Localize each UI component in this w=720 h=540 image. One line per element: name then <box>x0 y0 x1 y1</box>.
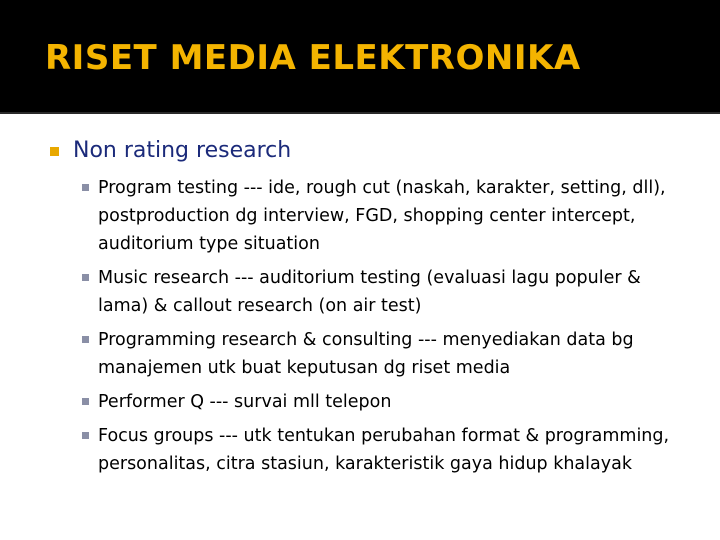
title-bar <box>0 0 720 112</box>
square-bullet-icon <box>82 336 89 343</box>
square-bullet-icon <box>50 147 59 156</box>
sub-bullet-list <box>82 174 682 484</box>
list-item-text: Performer Q --- survai mll telepon <box>98 392 392 412</box>
level1-item <box>50 138 291 163</box>
list-item <box>82 422 682 478</box>
list-item <box>82 388 682 416</box>
list-item-text: Focus groups --- utk tentukan perubahan format & programming, personalitas, citra stasiun, karakteristik gaya hidup khalayak <box>98 426 670 474</box>
list-item-text: Programming research & consulting --- menyediakan data bg manajemen utk buat keputusan dg riset media <box>98 330 634 378</box>
slide-title: RISET MEDIA ELEKTRONIKA <box>45 38 581 78</box>
level1-text: Non rating research <box>73 138 292 163</box>
slide-content <box>0 114 720 540</box>
list-item <box>82 174 682 258</box>
square-bullet-icon <box>82 432 89 439</box>
list-item <box>82 264 682 320</box>
square-bullet-icon <box>82 274 89 281</box>
list-item-text: Program testing --- ide, rough cut (naskah, karakter, setting, dll), postproduction dg interview, FGD, shopping center intercept, auditorium type situation <box>98 178 666 254</box>
list-item-text: Music research --- auditorium testing (evaluasi lagu populer & lama) & callout research (on air test) <box>98 268 641 316</box>
list-item <box>82 326 682 382</box>
square-bullet-icon <box>82 398 89 405</box>
square-bullet-icon <box>82 184 89 191</box>
